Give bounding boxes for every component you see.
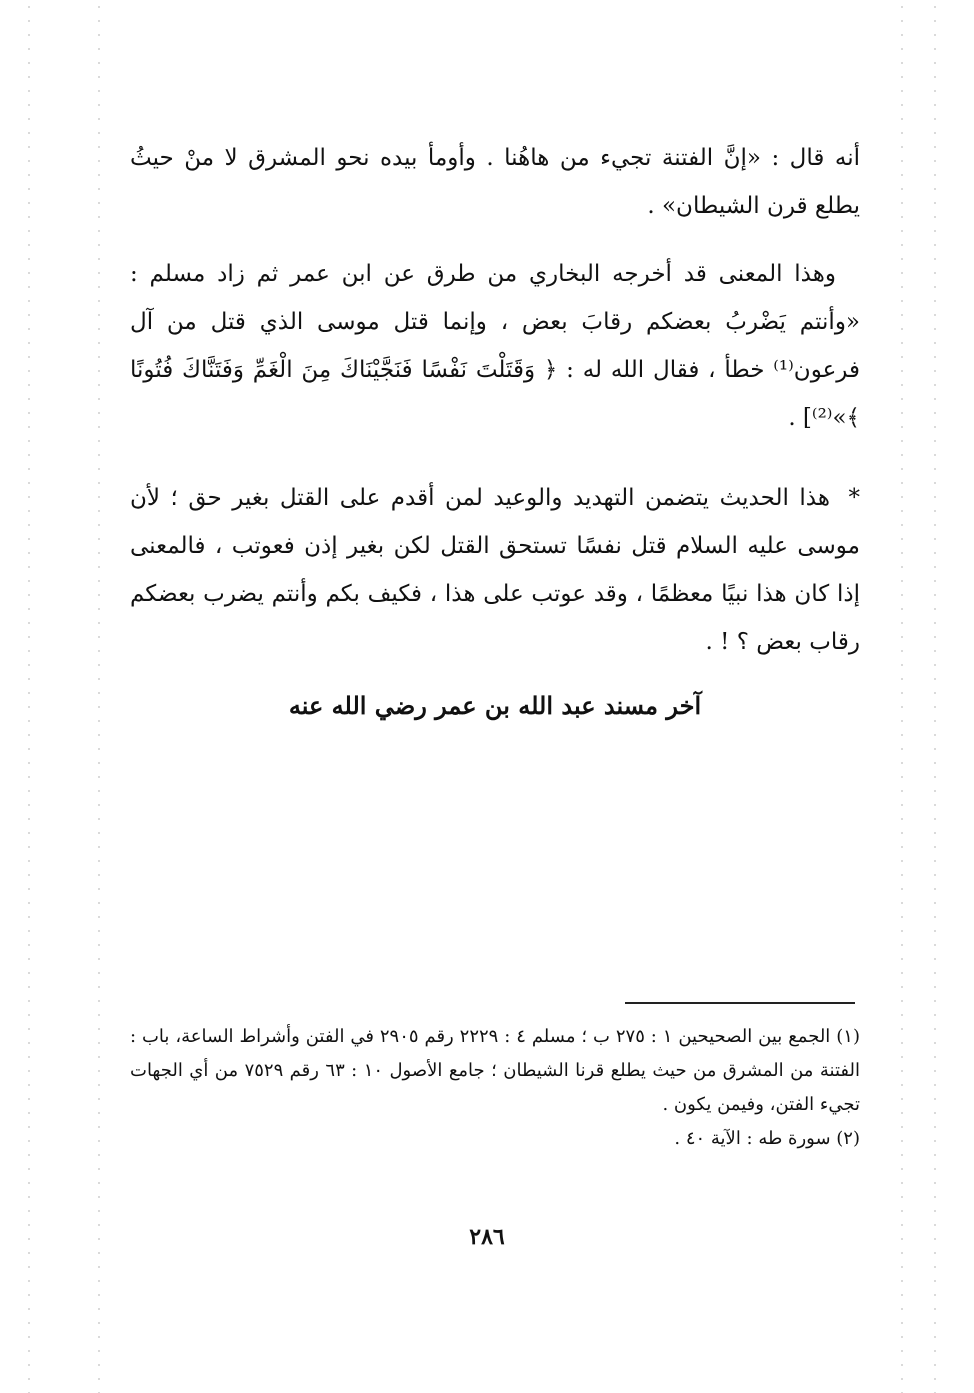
footnote-2-text: سورة طه : الآية ٤٠ . bbox=[674, 1128, 831, 1149]
paragraph-3 bbox=[130, 474, 860, 666]
footnote-2-number: (٢) bbox=[836, 1128, 860, 1149]
page-number: ٢٨٦ bbox=[469, 1224, 505, 1250]
paragraph-2 bbox=[130, 250, 860, 442]
scan-artifact-right-inner bbox=[901, 0, 903, 1393]
scan-artifact-left-outer bbox=[28, 0, 30, 1393]
paragraph-3-text: هذا الحديث يتضمن التهديد والوعيد لمن أقدم على القتل بغير حق ؛ لأن موسى عليه السلام قتل نفسًا تستحق القتل لكن بغير إذن فعوتب ، فالمعنى إذا كان هذا نبيًا معظمًا ، وقد عوتب على هذا ، فكيف بكم وأنتم يضرب بعضكم رقاب بعض ؟ ! . bbox=[130, 485, 860, 655]
bullet-star: * bbox=[848, 485, 860, 511]
section-end-heading: آخر مسند عبد الله بن عمر رضي الله عنه bbox=[288, 691, 702, 720]
scan-artifact-right-outer bbox=[934, 0, 936, 1393]
footnote-2 bbox=[130, 1122, 860, 1156]
footnote-1-number: (١) bbox=[836, 1026, 860, 1047]
paragraph-1: أنه قال : «إنَّ الفتنة تجيء من هاهُنا . وأومأ بيده نحو المشرق لا منْ حيثُ يطلع قرن الشيطان» . bbox=[130, 145, 860, 219]
footnotes bbox=[130, 1020, 860, 1156]
scan-artifact-left-inner bbox=[98, 0, 100, 1393]
footnote-1 bbox=[130, 1020, 860, 1122]
footnote-divider bbox=[625, 1002, 855, 1004]
footnote-1-text: الجمع بين الصحيحين ١ : ٢٧٥ ب ؛ مسلم ٤ : ٢٢٢٩ رقم ٢٩٠٥ في الفتن وأشراط الساعة، باب : الفتنة من المشرق من حيث يطلع قرنا الشيطان ؛ جامع الأصول ١٠ : ٦٣ رقم ٧٥٢٩ من أي الجهات تجيء الفتن، وفيمن يكون . bbox=[130, 1026, 860, 1115]
paragraph-2-text: وهذا المعنى قد أخرجه البخاري من طرق عن ابن عمر ثم زاد مسلم : «وأنتم يَضْربُ بعضكم رقابَ بعض ، وإنما قتل موسى الذي قتل من آل فرعون⁽¹⁾ خطأ ، فقال الله له : ﴿ وَقَتَلْتَ نَفْسًا فَنَجَّيْنَاكَ مِنَ الْغَمِّ وَفَتَنَّاكَ فُتُونًا ﴾»⁽²⁾] . bbox=[130, 261, 860, 431]
